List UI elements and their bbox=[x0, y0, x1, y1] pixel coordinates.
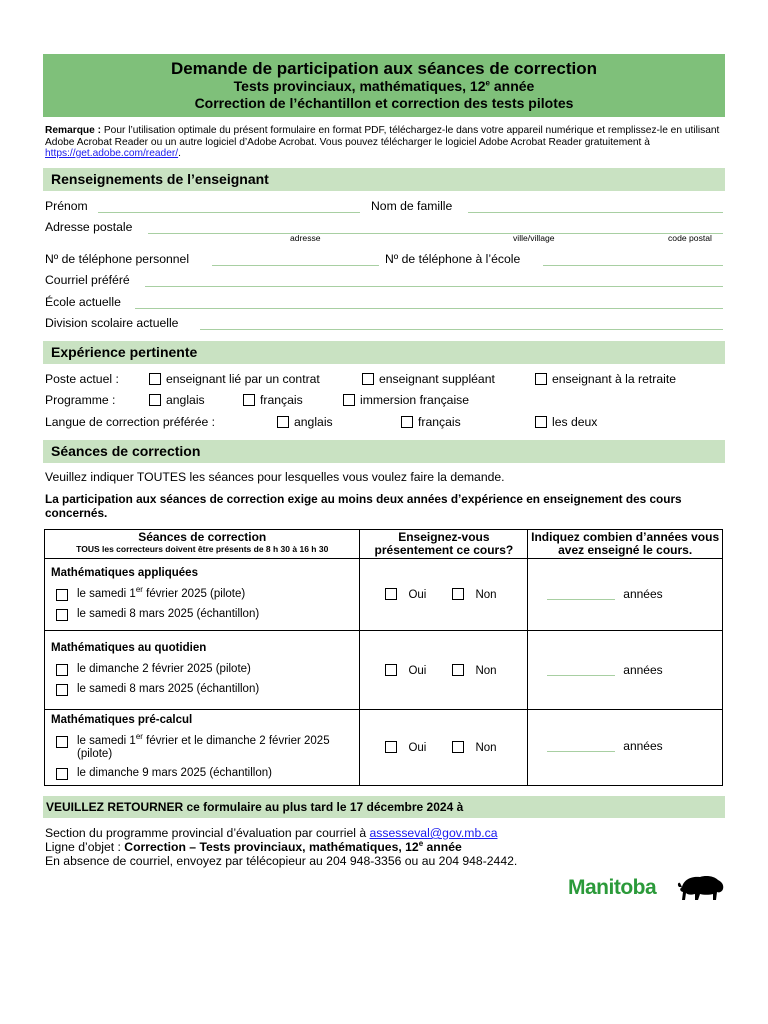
session-applied-pilot-checkbox[interactable] bbox=[56, 589, 68, 601]
teaching-everyday-yes-checkbox[interactable] bbox=[385, 664, 397, 676]
program-english-label: anglais bbox=[166, 393, 205, 407]
teaching-applied-no-checkbox[interactable] bbox=[452, 588, 464, 600]
name-row bbox=[45, 198, 725, 216]
title-band bbox=[43, 54, 725, 117]
course-everyday-cell: Mathématiques au quotidien le dimanche 2 février 2025 (pilote) le samedi 8 mars 2025 (échantillon) bbox=[45, 631, 360, 710]
years-precalc-cell: années bbox=[528, 710, 723, 786]
school-field[interactable] bbox=[135, 308, 723, 309]
program-label: Programme : bbox=[45, 393, 116, 407]
sessions-instruction: Veuillez indiquer TOUTES les séances pour lesquelles vous voulez faire la demande. bbox=[45, 470, 505, 484]
position-substitute-checkbox[interactable] bbox=[362, 373, 374, 385]
course-precalc-cell: Mathématiques pré-calcul le samedi 1er février et le dimanche 2 février 2025 (pilote) le dimanche 9 mars 2025 (échantillon) bbox=[45, 710, 360, 786]
language-both-label: les deux bbox=[552, 415, 598, 429]
phone-row bbox=[45, 251, 725, 269]
school-row bbox=[45, 294, 725, 312]
form-subtitle-2: Correction de l’échantillon et correction des tests pilotes bbox=[194, 95, 574, 111]
phone-personal-field[interactable] bbox=[212, 265, 379, 266]
table-header-row bbox=[45, 530, 723, 559]
division-field[interactable] bbox=[200, 329, 723, 330]
return-email-line: Section du programme provincial d’évaluation par courriel à assesseval@gov.mb.ca bbox=[45, 826, 498, 840]
teaching-precalc-yes-checkbox[interactable] bbox=[385, 741, 397, 753]
session-everyday-sample-checkbox[interactable] bbox=[56, 684, 68, 696]
email-row bbox=[45, 272, 725, 290]
address-label: Adresse postale bbox=[45, 220, 133, 234]
position-label: Poste actuel : bbox=[45, 372, 119, 386]
program-french-label: français bbox=[260, 393, 303, 407]
return-instructions bbox=[45, 826, 725, 868]
assesseval-email-link[interactable]: assesseval@gov.mb.ca bbox=[369, 826, 498, 840]
program-french-checkbox[interactable] bbox=[243, 394, 255, 406]
language-english-label: anglais bbox=[294, 415, 333, 429]
phone-school-label: Nº de téléphone à l’école bbox=[385, 252, 521, 266]
teaching-applied-cell: Oui Non bbox=[360, 559, 528, 631]
language-french-label: français bbox=[418, 415, 461, 429]
years-everyday-field[interactable] bbox=[547, 675, 615, 676]
division-row bbox=[45, 315, 725, 333]
email-field[interactable] bbox=[145, 286, 723, 287]
program-immersion-label: immersion française bbox=[360, 393, 470, 407]
session-applied-sample-checkbox[interactable] bbox=[56, 609, 68, 621]
years-precalc-field[interactable] bbox=[547, 751, 615, 752]
adobe-reader-link[interactable]: https://get.adobe.com/reader/ bbox=[45, 148, 179, 159]
postal-code-sublabel: code postal bbox=[668, 233, 712, 243]
position-retired-checkbox[interactable] bbox=[535, 373, 547, 385]
return-deadline-bar: VEUILLEZ RETOURNER ce formulaire au plus tard le 17 décembre 2024 à bbox=[43, 796, 725, 818]
teaching-precalc-no-checkbox[interactable] bbox=[452, 741, 464, 753]
position-retired-label: enseignant à la retraite bbox=[552, 372, 676, 386]
years-applied-cell: années bbox=[528, 559, 723, 631]
section-teacher-info: Renseignements de l’enseignant bbox=[43, 168, 725, 191]
program-immersion-checkbox[interactable] bbox=[343, 394, 355, 406]
course-everyday-title: Mathématiques au quotidien bbox=[51, 642, 207, 654]
first-name-field[interactable] bbox=[98, 212, 360, 213]
program-row bbox=[45, 392, 725, 410]
manitoba-logo bbox=[568, 873, 728, 907]
last-name-field[interactable] bbox=[468, 212, 723, 213]
course-applied-cell: Mathématiques appliquées le samedi 1er février 2025 (pilote) le samedi 8 mars 2025 (échantillon) bbox=[45, 559, 360, 631]
pdf-note: Remarque : Pour l’utilisation optimale du présent formulaire en format PDF, téléchargez-le dans votre appareil numérique et remplissez-le en utilisant Adobe Acrobat Reader ou un autre logiciel d’Adobe Acrobat. Vous pouvez télécharger le logiciel Adobe Acrobat Reader gratuitement à https://get.adobe.com/reader/. bbox=[45, 125, 720, 159]
teaching-everyday-no-checkbox[interactable] bbox=[452, 664, 464, 676]
sessions-table bbox=[44, 529, 723, 786]
position-substitute-label: enseignant suppléant bbox=[379, 372, 495, 386]
bison-icon bbox=[676, 873, 726, 903]
form-title: Demande de participation aux séances de correction bbox=[170, 59, 598, 78]
language-french-checkbox[interactable] bbox=[401, 416, 413, 428]
language-row bbox=[45, 414, 725, 432]
email-label: Courriel préféré bbox=[45, 273, 130, 287]
phone-school-field[interactable] bbox=[543, 265, 723, 266]
form-subtitle: Tests provinciaux, mathématiques, 12e année bbox=[233, 78, 535, 94]
manitoba-wordmark: Manitoba bbox=[568, 876, 657, 899]
session-everyday-pilot-checkbox[interactable] bbox=[56, 664, 68, 676]
section-experience: Expérience pertinente bbox=[43, 341, 725, 364]
teaching-precalc-cell: Oui Non bbox=[360, 710, 528, 786]
address-row bbox=[45, 219, 725, 237]
city-sublabel: ville/village bbox=[513, 233, 555, 243]
address-field[interactable] bbox=[148, 233, 723, 234]
position-contract-label: enseignant lié par un contrat bbox=[166, 372, 320, 386]
section-sessions: Séances de correction bbox=[43, 440, 725, 463]
fax-line: En absence de courriel, envoyez par télécopieur au 204 948-3356 ou au 204 948-2442. bbox=[45, 854, 518, 868]
language-both-checkbox[interactable] bbox=[535, 416, 547, 428]
teaching-applied-yes-checkbox[interactable] bbox=[385, 588, 397, 600]
sessions-requirement: La participation aux séances de correction exige au moins deux années d’expérience en enseignement des cours concernés. bbox=[45, 492, 682, 520]
program-english-checkbox[interactable] bbox=[149, 394, 161, 406]
division-label: Division scolaire actuelle bbox=[45, 316, 179, 330]
session-precalc-sample-checkbox[interactable] bbox=[56, 768, 68, 780]
address-sublabel: adresse bbox=[290, 233, 321, 243]
teaching-everyday-cell: Oui Non bbox=[360, 631, 528, 710]
school-label: École actuelle bbox=[45, 295, 121, 309]
years-applied-field[interactable] bbox=[547, 599, 615, 600]
last-name-label: Nom de famille bbox=[371, 199, 453, 213]
phone-personal-label: Nº de téléphone personnel bbox=[45, 252, 190, 266]
table-row bbox=[45, 631, 723, 710]
table-row bbox=[45, 559, 723, 631]
position-contract-checkbox[interactable] bbox=[149, 373, 161, 385]
first-name-label: Prénom bbox=[45, 199, 88, 213]
course-precalc-title: Mathématiques pré-calcul bbox=[51, 714, 193, 726]
position-row bbox=[45, 371, 725, 389]
col-years-header: Indiquez combien d’années vous avez enseigné le cours. bbox=[528, 530, 723, 559]
years-everyday-cell: années bbox=[528, 631, 723, 710]
course-applied-title: Mathématiques appliquées bbox=[51, 567, 198, 579]
subject-line: Ligne d’objet : Correction – Tests provinciaux, mathématiques, 12e année bbox=[45, 838, 462, 854]
session-precalc-pilot-checkbox[interactable] bbox=[56, 736, 68, 748]
table-row bbox=[45, 710, 723, 786]
col-sessions-header: Séances de correction TOUS les correcteurs doivent être présents de 8 h 30 à 16 h 30 bbox=[45, 530, 360, 559]
language-label: Langue de correction préférée : bbox=[45, 415, 216, 429]
col-currently-teaching-header: Enseignez-vous présentement ce cours? bbox=[360, 530, 528, 559]
language-english-checkbox[interactable] bbox=[277, 416, 289, 428]
